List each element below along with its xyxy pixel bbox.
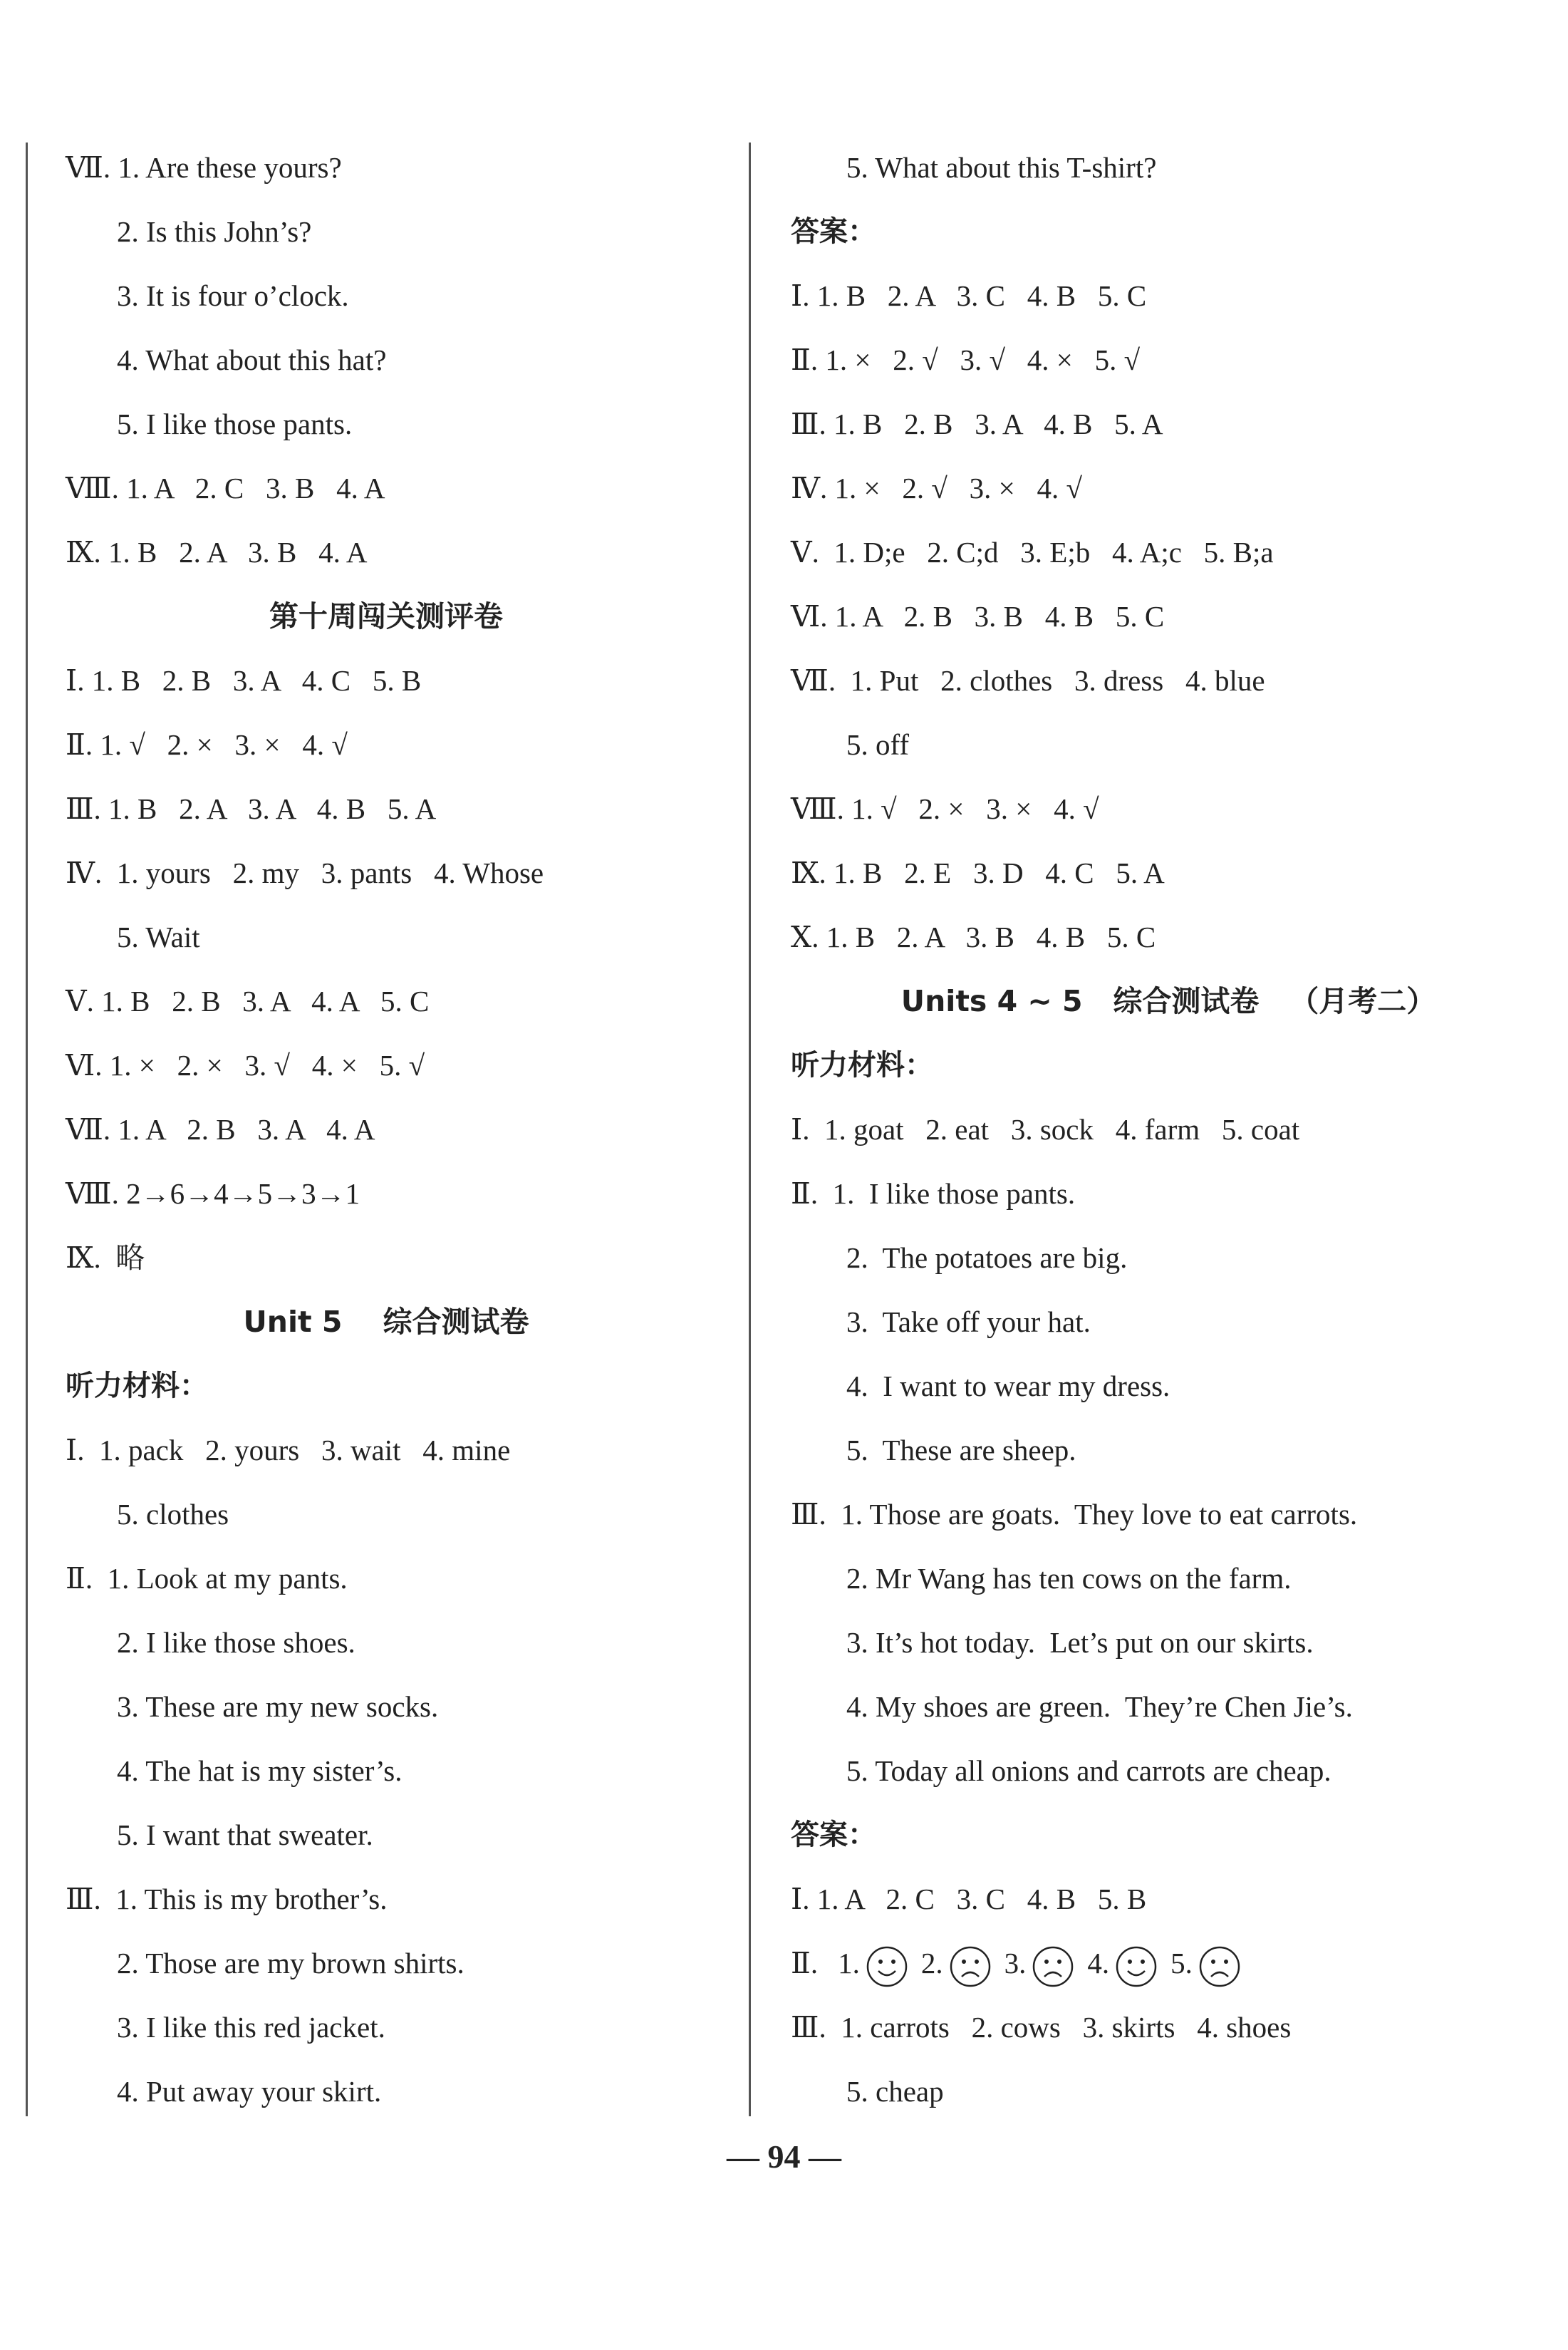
section-title: Unit 5 综合测试卷 [243, 1305, 529, 1339]
answer-line: 2. Mr Wang has ten cows on the farm. [846, 1562, 1292, 1595]
answer-line: 3. It’s hot today. Let’s put on our skirts. [846, 1626, 1314, 1659]
answer-line: 4. Put away your skirt. [117, 2075, 382, 2108]
answer-line: Ⅴ. 1. B 2. B 3. A 4. A 5. C [66, 985, 430, 1018]
section-title: 第十周闯关测评卷 [269, 599, 503, 633]
section-title: Units 4 ~ 5 综合测试卷 （月考二） [900, 984, 1436, 1018]
face-number: 1. [838, 1947, 860, 1979]
answer-line: 2. The potatoes are big. [846, 1241, 1128, 1274]
answer-line: Ⅹ. 1. B 2. A 3. B 4. B 5. C [791, 921, 1156, 953]
sad-face-icon [949, 1945, 992, 1988]
answer-line: Ⅱ. 1. I like those pants. [791, 1177, 1076, 1210]
face-number: 2. [920, 1947, 943, 1979]
answer-line: 5. Wait [117, 921, 200, 953]
face-number: 5. [1170, 1947, 1193, 1979]
answer-line: 5. I like those pants. [117, 408, 353, 440]
answer-line: 4. What about this hat? [117, 343, 387, 376]
answer-line: 3. These are my new socks. [117, 1690, 439, 1723]
answer-line: 5. I want that sweater. [117, 1818, 373, 1851]
right-column [791, 135, 1546, 2123]
answer-line: Ⅱ. 1. √ 2. × 3. × 4. √ [66, 728, 348, 761]
answer-line: Ⅳ. 1. × 2. √ 3. × 4. √ [791, 472, 1082, 504]
answer-line: 2. Those are my brown shirts. [117, 1947, 464, 1979]
answer-line: Ⅷ. 1. √ 2. × 3. × 4. √ [791, 792, 1099, 825]
answer-line: Ⅶ. 1. Are these yours? [66, 151, 342, 184]
column-divider [749, 143, 751, 2116]
sad-face-icon [1032, 1945, 1074, 1988]
answer-line: 5. These are sheep. [846, 1434, 1076, 1466]
answer-line: Ⅷ. 2→6→4→5→3→1 [66, 1177, 360, 1210]
answer-line: 4. I want to wear my dress. [846, 1370, 1170, 1402]
answer-line: 5. clothes [117, 1498, 229, 1531]
section-label: 答案： [791, 215, 876, 248]
left-column [66, 135, 707, 2123]
answer-line: Ⅰ. 1. goat 2. eat 3. sock 4. farm 5. coat [791, 1113, 1300, 1146]
answer-line: 3. I like this red jacket. [117, 2011, 385, 2044]
answer-line: 5. off [846, 728, 910, 761]
answer-line: Ⅲ. 1. carrots 2. cows 3. skirts 4. shoes [791, 2011, 1292, 2044]
answer-line: Ⅲ. 1. B 2. A 3. A 4. B 5. A [66, 792, 437, 825]
answer-line: Ⅰ. 1. pack 2. yours 3. wait 4. mine [66, 1434, 511, 1466]
answer-line: Ⅰ. 1. B 2. A 3. C 4. B 5. C [791, 279, 1147, 312]
answer-line: 2. Is this John’s? [117, 215, 312, 248]
answer-line: Ⅸ. 1. B 2. A 3. B 4. A [66, 536, 368, 569]
face-number: 3. [1004, 1947, 1027, 1979]
face-number: 4. [1087, 1947, 1110, 1979]
roman-numeral: Ⅱ. [791, 1947, 819, 1979]
answer-line: Ⅲ. 1. This is my brother’s. [66, 1883, 388, 1915]
answer-line: 3. It is four o’clock. [117, 279, 349, 312]
answer-line: Ⅲ. 1. B 2. B 3. A 4. B 5. A [791, 408, 1163, 440]
answer-line: Ⅸ. 略 [66, 1241, 145, 1274]
answer-line: Ⅵ. 1. × 2. × 3. √ 4. × 5. √ [66, 1049, 425, 1082]
answer-line: Ⅷ. 1. A 2. C 3. B 4. A [66, 472, 385, 504]
answer-line: 3. Take off your hat. [846, 1305, 1091, 1338]
answer-line: Ⅴ. 1. D;e 2. C;d 3. E;b 4. A;c 5. B;a [791, 536, 1274, 569]
left-margin-rule [26, 143, 28, 2116]
answer-line: 5. Today all onions and carrots are cheap. [846, 1754, 1331, 1787]
answer-line: 5. cheap [846, 2075, 944, 2108]
answer-line: Ⅱ. 1. Look at my pants. [66, 1562, 348, 1595]
answer-line: Ⅱ. 1. × 2. √ 3. √ 4. × 5. √ [791, 343, 1141, 376]
page-number: — 94 — [727, 2138, 841, 2175]
smiley-face-icon [866, 1945, 908, 1988]
answer-line: 2. I like those shoes. [117, 1626, 355, 1659]
answer-line: Ⅸ. 1. B 2. E 3. D 4. C 5. A [791, 856, 1165, 889]
sad-face-icon [1198, 1945, 1241, 1988]
answer-line: Ⅰ. 1. B 2. B 3. A 4. C 5. B [66, 664, 422, 697]
answer-line: Ⅶ. 1. A 2. B 3. A 4. A [66, 1113, 375, 1146]
answer-line: Ⅲ. 1. Those are goats. They love to eat carrots. [791, 1498, 1358, 1531]
section-label: 听力材料： [66, 1370, 208, 1402]
answer-line: 4. The hat is my sister’s. [117, 1754, 403, 1787]
smiley-face-icon [1115, 1945, 1158, 1988]
answer-line: Ⅰ. 1. A 2. C 3. C 4. B 5. B [791, 1883, 1147, 1915]
answer-line: Ⅵ. 1. A 2. B 3. B 4. B 5. C [791, 600, 1165, 633]
answer-line: 4. My shoes are green. They’re Chen Jie’s. [846, 1690, 1353, 1723]
section-label: 听力材料： [791, 1049, 933, 1082]
section-label: 答案： [791, 1818, 876, 1851]
answer-line: 5. What about this T-shirt? [846, 151, 1157, 184]
answer-line: Ⅶ. 1. Put 2. clothes 3. dress 4. blue [791, 664, 1265, 697]
faces-answer-line [791, 1931, 1546, 1995]
answer-line: Ⅳ. 1. yours 2. my 3. pants 4. Whose [66, 856, 544, 889]
